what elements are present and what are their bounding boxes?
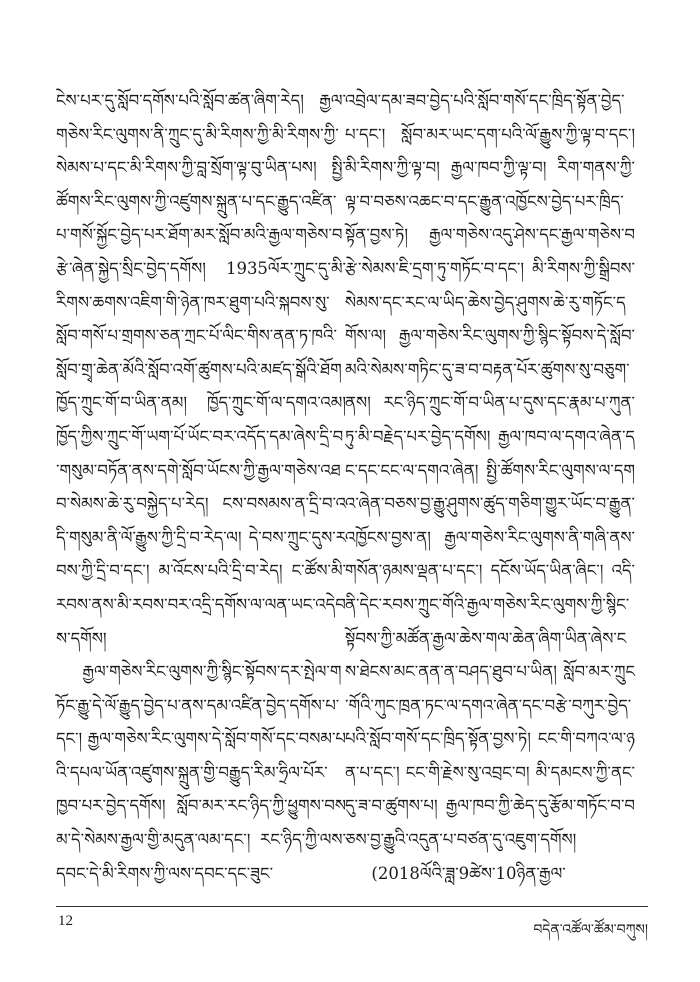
left-paragraph-2: རྒྱལ་གཅེས་རིང་ལུགས་ཀྱི་སྙིང་སྟོབས་དར་སྤེལ་གཏོང་རྒྱུ་དེ་ལོ་རྒྱུད་བྱེད་པ་ནས་དམ་འཛིན་བྱེད་དགོས་པ་དང་། རྒྱལ་གཅེས་རིང་ལུགས་དེ་སློབ་གསོ་དང་བསམ་པའི་དཔལ་ཡོན་འཛུགས་སྐྲུན་གྱི་བརྒྱུད་རིམ་ཧྲིལ་པོར་ཁྱབ་པར་བྱེད་དགོས། སློབ་མར་རང་ཉིད་ཀྱི་ཕྱུགས་བསམ་དེ་སེམས་རྒྱལ་གྱི་མདུན་ལམ་དང་། རང་ཉིད་ཀྱི་ལས་དབང་དེ་མི་རིགས་ཀྱི་ལས་དབང་དང་ཟུང་ [56, 662, 346, 883]
date-line: (2018ལོའི་ཟླ་9ཚེས་10ཉིན་རྒྱལ་ [371, 863, 566, 883]
footer-rule [56, 906, 648, 907]
left-column [56, 84, 346, 890]
left-paragraph-1: ངེས་པར་དུ་སློབ་དགོས་པའི་སློབ་ཚན་ཞིག་རེད། རྒྱལ་གཅེས་རིང་ལུགས་ནི་ཀྲུང་དུ་མི་རིགས་ཀྱི་མི་རིགས་ཀྱི་སེམས་པ་དང་མི་རིགས་ཀྱི་བླ་སྲོག་ལྟ་བུ་ཡིན་པས། སྤྱི་ཚོགས་རིང་ལུགས་ཀྱི་འཛུགས་སྐྲུན་པ་དང་རྒྱུད་འཛིན་པ་གསོ་སྐྱོང་བྱེད་པར་ཐོག་མར་སློབ་མའི་རྒྱལ་གཅེས་བརྩེ་ཞེན་སྐྱེད་སྲིང་བྱེད་དགོས། 1935ལོར་ཀྲུང་དུ་མི་རིགས་ཆགས་འཇིག་གི་ཉེན་ཁར་ཐུག་པའི་སྐབས་སུ་སློབ་གསོ་པ་གྲགས་ཅན་ཀྲང་པོ་ལིང་གིས་ནན་ཏ་ཁའི་སློབ་གྲྭ་ཆེན་མོའི་སློབ་འགོ་ཚུགས་པའི་མཛད་སྒོའི་ཐོག ཁྱོད་ཀྲུང་གོ་བ་ཡིན་ནམ། ཁྱོད་ཀྲུང་གོ་ལ་དགའ་འམ། ཁྱོད་ཀྱིས་ཀྲུང་གོ་ཡག་པོ་ཡོང་བར་འདོད་དམ་ཞེས་དྲི་བ་གསུམ་བཏོན་ནས་དགེ་སློབ་ཡོངས་ཀྱི་རྒྱལ་གཅེས་འཐབ་སེམས་ཆེ་རུ་བསྐྱེད་པ་རེད། ངས་བསམས་ན་དྲི་བ་འདི་གསུམ་ནི་ལོ་རྒྱུས་ཀྱི་དྲི་བ་རེད་ལ། དེ་བས་ཀྲུང་དུས་རབས་ཀྱི་དྲི་བ་དང་། མ་འོངས་པའི་དྲི་བ་རེད། ང་ཚོས་མི་རབས་ནས་མི་རབས་བར་འདྲི་དགོས་ལ་ལན་ཡང་འདེབས་དགོས། [56, 91, 346, 648]
journal-name: བདེན་འཚོལ་ཚོམ་བཀུས། [533, 922, 648, 938]
page-number: 12 [58, 913, 73, 929]
right-paragraph-1: འབྲེལ་དམ་ཟབ་བྱེད་པའི་སློབ་གསོ་དང་ཁྲིད་སྟོན་བྱེད་པ་དང་། སློབ་མར་ཡང་དག་པའི་ལོ་རྒྱུས་ཀྱི་ལྟ་བ་དང་། མི་རིགས་ཀྱི་ལྟ་བ། རྒྱལ་ཁབ་ཀྱི་ལྟ་བ། རིག་གནས་ཀྱི་ལྟ་བ་བཅས་འཆང་བ་དང་རྒྱུན་འཁྱོངས་བྱེད་པར་ཁྲིད་སྟོན་བྱས་ཏེ། རྒྱལ་གཅེས་འདུ་ཤེས་དང་རྒྱལ་གཅེས་བརྩེ་སེམས་ཇི་དྲག་ཏུ་གཏོང་བ་དང་། མི་རིགས་ཀྱི་སྒྲིབས་སེམས་དང་རང་ལ་ཡིད་ཆེས་བྱེད་ཤུགས་ཆེ་རུ་གཏོང་དགོས་ལ། རྒྱལ་གཅེས་རིང་ལུགས་ཀྱི་སྙིང་སྟོབས་དེ་སློབ་མའི་སེམས་གཏིང་དུ་ཟ་བ་བརྟན་པོར་ཚུགས་སུ་བཅུག་ནས། རང་ཉིད་ཀྲུང་གོ་བ་ཡིན་པ་དུས་དང་རྣམ་པ་ཀུན་ཏུ་མི་བརྗེད་པར་བྱེད་དགོས། རྒྱལ་ཁབ་ལ་དགའ་ཞེན་དང་དང་ངང་ལ་དགའ་ཞེན། སྤྱི་ཚོགས་རིང་ལུགས་ལ་དགའ་ཞེན་བཅས་བྱ་རྒྱུ་ཤུགས་ཚུད་གཅིག་གྱུར་ཡོང་བ་རྒྱུན་འཁྱོངས་བྱས་ན། རྒྱལ་གཅེས་རིང་ལུགས་ནི་གཞི་ནས་གསོན་ཉམས་ལྡན་པ་དང་། དངོས་ཡོད་ཡིན་ཞིང་། འདི་ནི་དེང་རབས་ཀྲུང་གོའི་རྒྱལ་གཅེས་རིང་ལུགས་ཀྱི་སྙིང་སྟོབས་ཀྱི་མཚོན་རྒྱལ་ཆེས་གལ་ཆེན་ཞིག་ཡིན་ཞེས་ངས་ཐེངས་མང་ནན་ན་བཤད་ཐུབ་པ་ཡིན། སློབ་མར་ཀྲུང་གོའི་ཀུང་ཁྲན་ཏང་ལ་དགའ་ཞེན་དང་བརྩེ་བཀུར་བྱེད་པའི་སློབ་གསོ་དང་ཁྲིད་སྟོན་བྱས་ཏེ། ངང་གི་བཀའ་ལ་ཉན་པ་དང་། ངང་གི་རྗེས་སུ་འབྲང་བ། མི་དམངས་ཀྱི་ནང་དུ་ཟ་བ་ཚུགས་པ། རྒྱལ་ཁབ་ཀྱི་ཆེད་དུ་རྩོམ་གཏོང་བ་བཅས་བྱ་རྒྱུའི་འདུན་པ་བཙན་དུ་འཇུག་དགོས། [345, 91, 635, 850]
right-column [345, 84, 635, 890]
